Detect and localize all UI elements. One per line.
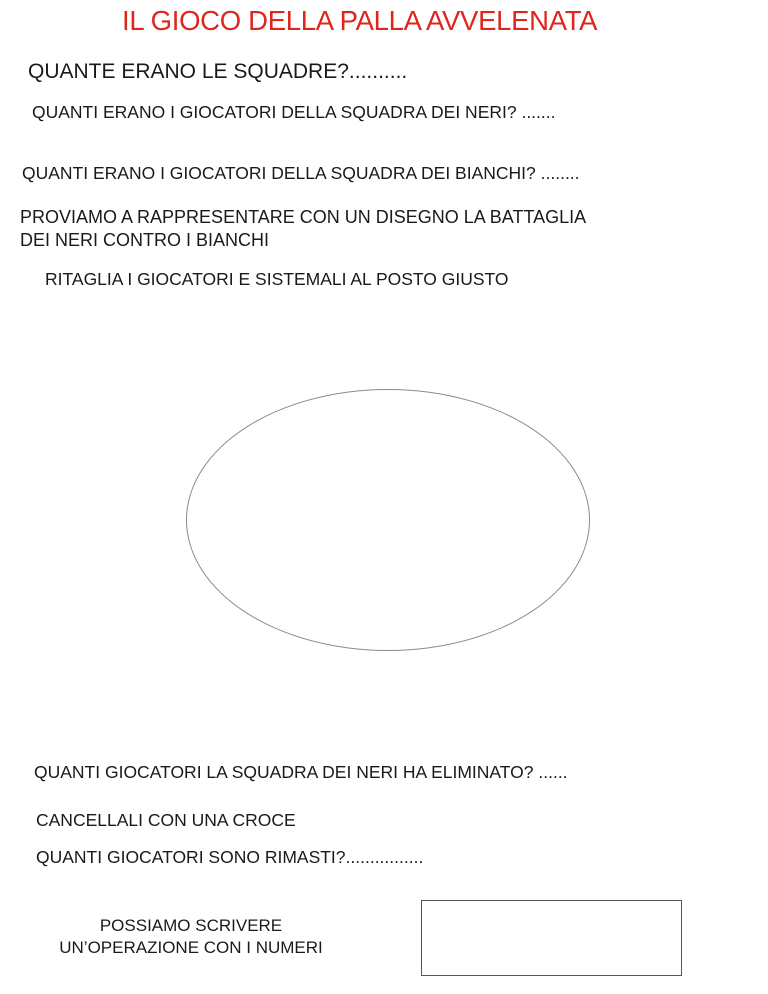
playing-field-oval[interactable]	[186, 389, 590, 651]
operation-prompt	[6, 915, 376, 959]
cross-out-instruction: CANCELLALI CON UNA CROCE	[36, 810, 296, 830]
draw-prompt	[20, 206, 760, 252]
question-black-players: QUANTI ERANO I GIOCATORI DELLA SQUADRA DEI NERI? .......	[32, 102, 556, 122]
operation-answer-box[interactable]	[421, 900, 682, 976]
cut-instruction: RITAGLIA I GIOCATORI E SISTEMALI AL POSTO GIUSTO	[45, 269, 509, 289]
page-title: IL GIOCO DELLA PALLA AVVELENATA	[122, 5, 598, 36]
question-teams: QUANTE ERANO LE SQUADRE?..........	[28, 60, 408, 83]
operation-prompt-line-2: UN’OPERAZIONE CON I NUMERI	[59, 938, 323, 957]
operation-prompt-line-1: POSSIAMO SCRIVERE	[99, 916, 283, 935]
draw-prompt-line-2: DEI NERI CONTRO I BIANCHI	[20, 230, 270, 250]
question-remaining: QUANTI GIOCATORI SONO RIMASTI?................	[36, 847, 424, 867]
question-white-players: QUANTI ERANO I GIOCATORI DELLA SQUADRA DEI BIANCHI? ........	[22, 163, 580, 183]
draw-prompt-line-1: PROVIAMO A RAPPRESENTARE CON UN DISEGNO LA BATTAGLIA	[20, 207, 587, 227]
question-eliminated: QUANTI GIOCATORI LA SQUADRA DEI NERI HA ELIMINATO? ......	[34, 762, 568, 782]
